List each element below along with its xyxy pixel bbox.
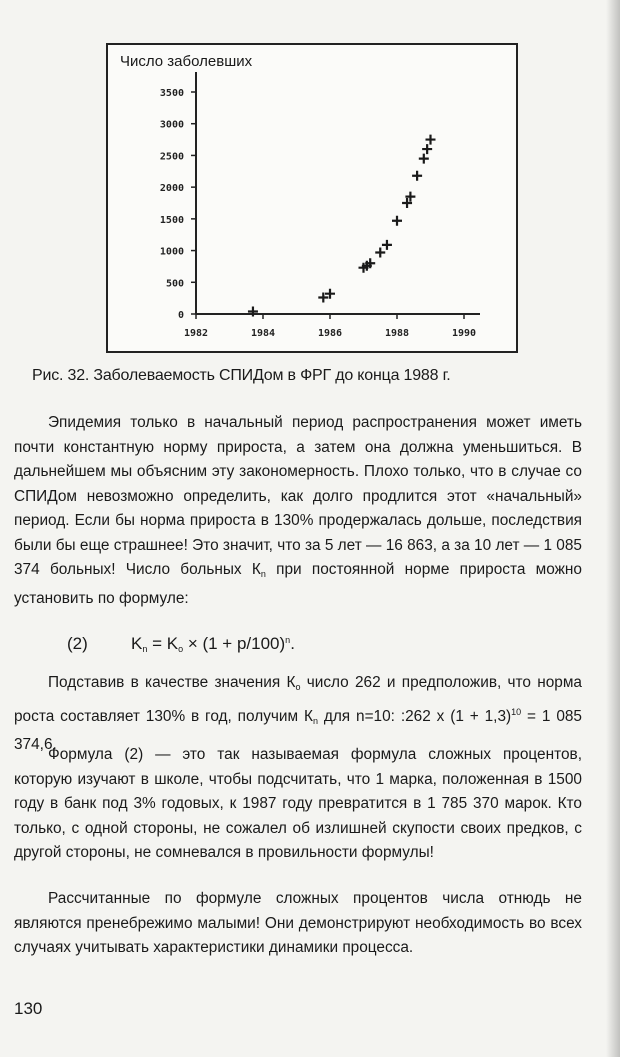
x-tick-label: 1984 (250, 328, 276, 339)
formula-number: (2) (67, 634, 88, 653)
formula-rest: × (1 + p/100) (183, 634, 286, 653)
formula-end: . (290, 634, 295, 653)
paragraph-2-text-c: для n=10: :262 x (1 + 1,3) (317, 707, 512, 725)
paragraph-1 (14, 411, 582, 611)
paragraph-2-text-d: = 1 085 374,6. (14, 707, 582, 753)
formula-sub-o: o (178, 644, 184, 654)
paragraph-1-subscript-n: n (260, 569, 266, 579)
y-tick-label: 3000 (159, 119, 184, 131)
page-edge-shadow (606, 0, 620, 1057)
data-point (392, 216, 402, 226)
data-point (382, 240, 392, 250)
formula-sup-n: n (285, 635, 291, 645)
x-tick-label: 1986 (317, 328, 343, 339)
y-tick-label: 1500 (159, 214, 184, 226)
data-point (422, 144, 432, 154)
paragraph-2-sub-n: n (312, 715, 318, 726)
x-tick-label: 1982 (183, 328, 209, 339)
paragraph-2-sup-10: 10 (511, 706, 522, 717)
formula-k: K (131, 634, 143, 653)
paragraph-2-sub-o: o (295, 682, 301, 692)
formula-2 (67, 634, 295, 654)
figure-frame (106, 43, 518, 353)
paragraph-1-text-b: при постоянной норме прироста можно установить по формуле: (14, 561, 582, 607)
figure-caption: Рис. 32. Заболеваемость СПИДом в ФРГ до конца 1988 г. (32, 367, 451, 384)
x-tick-label: 1990 (451, 328, 477, 339)
page-number: 130 (14, 999, 43, 1018)
y-tick-label: 2500 (159, 151, 184, 163)
chart-title: Число заболевших (120, 53, 253, 70)
paragraph-4: Рассчитанные по формуле сложных процентов числа отнюдь не являются пренебрежимо малыми! Они демонстрируют необходимость во всех случаях учитывать характеристики динамики процесса. (14, 890, 582, 956)
data-point (375, 247, 385, 257)
paragraph-1-text-a: Эпидемия только в начальный период распространения может иметь почти константную норму прироста, а затем она должна уменьшиться. В дальнейшем мы объясним эту закономерность. Плохо только, что в случае со СПИДом невозможно определить, как долго продлится этот «начальный» период. Если бы норма прироста в 130% продержалась дольше, последствия были бы еще страшнее! Это значит, что за 5 лет — 16 863, а за 10 лет — 1 085 374 больных! Число больных К (14, 414, 582, 578)
y-tick-label: 500 (165, 278, 184, 290)
paragraph-2-text-a: Подставив в качестве значения К (48, 674, 296, 691)
y-tick-label: 1000 (159, 246, 184, 258)
x-tick-label: 1988 (384, 328, 410, 339)
y-tick-label: 2000 (159, 183, 184, 195)
paragraph-3: Формула (2) — это так называемая формула сложных процентов, которую изучают в школе, чтобы подсчитать, что 1 марка, положенная в 1500 году в банк под 3% годовых, к 1987 году превратится в 1 785 370 марок. Кто только, с одной стороны, не сожалел об излишней скупости своих предков, с другой стороны, не сомневался в провильности формулы! (14, 746, 582, 861)
y-tick-label: 0 (177, 310, 184, 321)
data-point (426, 135, 436, 145)
data-point (419, 154, 429, 164)
y-tick-label: 3500 (159, 88, 184, 99)
formula-eq: = K (147, 634, 179, 653)
formula-sub-n: n (142, 644, 148, 654)
aids-cases-chart (108, 45, 516, 351)
paragraph-2-text-b: число 262 и предположив, что норма роста составляет 130% в год, получим К (14, 674, 582, 725)
data-point (412, 171, 422, 181)
